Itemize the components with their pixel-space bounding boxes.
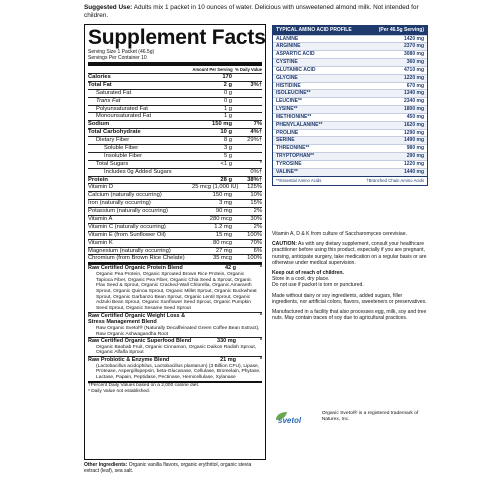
nutrient-dv: 0%† <box>250 168 262 175</box>
nutrient-name: Soluble Fiber <box>104 145 139 152</box>
nutrient-row <box>88 231 262 239</box>
amino-value: 2370 mg <box>403 43 424 50</box>
nutrient-amount: 150 mg <box>212 192 232 199</box>
nutrient-row <box>88 191 262 199</box>
keep-out-text: Keep out of reach of children. <box>272 270 344 277</box>
other-ingredients-label: Other Ingredients: <box>84 462 128 468</box>
amino-name: GLUTAMIC ACID <box>276 66 316 73</box>
caution-label: CAUTION: <box>272 241 297 248</box>
amino-name: ALANINE <box>276 35 299 42</box>
nutrient-amount: 1 g <box>223 105 232 112</box>
nutrient-name: Calories <box>88 74 111 80</box>
nutrient-row <box>88 152 262 160</box>
amino-row <box>273 35 427 43</box>
blend-ingredients: Raw Organic Svetol® (Naturally Decaffeinated Green Coffee Bean Extract), Raw Organic Ashwagandha Root <box>96 325 260 337</box>
blend-header <box>88 312 262 326</box>
caution-text: As with any dietary supplement, consult your healthcare practitioner before using this product, especially if you are pregnant, nursing, anticipate surgery, take medication on a regular basis or are otherwise under medical supervision. <box>272 241 427 266</box>
nutrient-amount: 35 mcg <box>212 255 232 262</box>
nutrient-name: Iron (naturally occurring) <box>88 200 151 207</box>
serving-size: Serving Size 1 Packet (46.5g) <box>88 49 155 55</box>
amino-name: VALINE** <box>276 168 298 175</box>
blend-name: Raw Certified Organic Superfood Blend <box>88 338 192 345</box>
footnote-dv: †Percent Daily Values based on a 2,000 calorie diet. <box>88 382 200 388</box>
nutrient-amount: 80 mcg <box>212 239 232 246</box>
essential-footnote: **Essential Amino Acids <box>276 177 322 183</box>
nutrient-amount: 5 g <box>223 152 232 159</box>
nutrient-amount: 27 mg <box>215 247 232 254</box>
amino-rows <box>273 35 427 176</box>
nutrient-dv: 38%† <box>247 176 262 183</box>
nutrient-amount: <1 g <box>220 160 232 167</box>
blend-dv: * <box>259 338 262 345</box>
blend-amount <box>200 313 236 326</box>
amino-value: 450 mg <box>406 113 424 120</box>
dv-header: % Daily Value <box>235 67 262 72</box>
amino-value: 1620 mg <box>403 121 424 128</box>
amino-value: 3080 mg <box>403 51 424 58</box>
nutrient-dv: 30% <box>250 216 262 223</box>
amino-name: ARGININE <box>276 43 301 50</box>
nutrient-row <box>88 136 262 144</box>
amino-row <box>273 97 427 105</box>
amino-row <box>273 105 427 113</box>
amino-name: TYROSINE <box>276 161 302 167</box>
right-column-text <box>272 231 428 325</box>
amino-acid-profile <box>272 25 428 186</box>
nutrient-amount <box>192 169 232 176</box>
amino-value: 290 mg <box>406 153 424 160</box>
amino-value: 2340 mg <box>403 98 424 105</box>
amino-value: 1420 mg <box>403 35 424 42</box>
suggested-use <box>84 4 428 20</box>
nutrient-name: Vitamin K <box>88 239 113 246</box>
amino-name: HISTIDINE <box>276 82 301 89</box>
nutrient-dv: 15% <box>250 200 262 207</box>
nutrient-name: Potassium (naturally occurring) <box>88 208 168 215</box>
blend-header <box>88 337 262 345</box>
amino-per-serving: (Per 46.5g Serving) <box>378 27 424 33</box>
nutrient-amount: 28 g <box>220 176 232 183</box>
nutrient-amount: 0 g <box>223 89 232 96</box>
nutrient-dv <box>232 74 262 81</box>
nutrient-row <box>88 120 262 128</box>
nutrient-name: Trans Fat <box>96 97 121 104</box>
nutrient-dv: 2% <box>253 208 262 215</box>
svetol-logo <box>272 411 318 435</box>
nutrient-amount: 1 g <box>223 113 232 120</box>
amino-value: 1290 mg <box>403 129 424 136</box>
nutrient-amount: 8 g <box>223 137 232 144</box>
nutrient-rows <box>88 73 262 262</box>
amino-title: TYPICAL AMINO ACID PROFILE <box>276 27 352 33</box>
blend-dv: * <box>259 312 262 319</box>
bcaa-footnote: †Branched Chain Amino Acids <box>366 177 424 183</box>
nutrient-row <box>88 254 262 262</box>
nutrient-dv <box>232 90 262 97</box>
nutrient-row <box>88 97 262 105</box>
nutrient-name: Sodium <box>88 121 110 128</box>
nutrient-dv: 6% <box>253 247 262 254</box>
amino-value: 1440 mg <box>403 168 424 175</box>
amino-name: GLYCINE <box>276 74 298 81</box>
nutrient-amount: 3 mg <box>219 200 232 207</box>
amino-row <box>273 168 427 176</box>
servings-per-container: Servings Per Container 10 <box>88 55 147 61</box>
nutrient-amount: 3 g <box>223 145 232 152</box>
nutrient-row <box>88 81 262 89</box>
amino-row <box>273 129 427 137</box>
other-ingredients <box>84 462 266 474</box>
amino-row <box>273 160 427 168</box>
nutrient-amount: 280 mcg <box>209 216 232 223</box>
amount-header: Amount Per Serving <box>192 67 233 72</box>
nutrient-row <box>88 215 262 223</box>
nutrient-name: Polyunsaturated Fat <box>96 105 148 112</box>
made-without-text: Made without dairy or soy ingredients, added sugars, filler ingredients, nor artificial colors, flavors, sweeteners or preservatives. <box>272 292 427 305</box>
nutrient-amount: 150 mg <box>212 121 232 128</box>
nutrient-name: Chromium (from Brown Rice Chelate) <box>88 255 185 262</box>
nutrient-amount: 25 mcg (1,000 IU) <box>192 184 239 191</box>
amino-value: 1220 mg <box>403 74 424 81</box>
trademark-text: Organic Svetol® is a registered trademark of Naturex, Inc. <box>321 411 419 422</box>
amino-row <box>273 144 427 152</box>
amino-row <box>273 66 427 74</box>
nutrient-row <box>88 89 262 97</box>
nutrient-dv: 70% <box>250 239 262 246</box>
amino-row <box>273 113 427 121</box>
nutrient-amount: 15 mg <box>215 231 232 238</box>
nutrient-dv: 29%† <box>247 137 262 144</box>
nutrient-row <box>88 128 262 136</box>
amino-header <box>273 26 427 35</box>
amino-value: 360 mg <box>406 59 424 66</box>
amino-row <box>273 121 427 129</box>
amino-row <box>273 58 427 66</box>
amino-row <box>273 152 427 160</box>
nutrient-row <box>88 207 262 215</box>
nutrient-dv <box>232 113 262 120</box>
nutrient-name: Vitamin A <box>88 216 113 223</box>
heavy-divider <box>88 62 262 66</box>
nutrient-dv <box>232 153 262 160</box>
blend-list <box>88 264 262 380</box>
nutrient-row <box>88 168 262 176</box>
keep-out-notice <box>272 270 428 289</box>
blend-amount: 21 mg <box>220 357 236 364</box>
nutrient-name: Calcium (naturally occurring) <box>88 192 162 199</box>
nutrient-dv: 100% <box>247 255 262 262</box>
nutrient-name: Total Sugars <box>96 160 129 167</box>
nutrient-row <box>88 176 262 184</box>
blend-ingredients: (Lactobacillus acidophilus, Lactobacillus plantarum) (3 Billion CFU), Lipase, Protease, Aspergillopepsin, beta-Glucanase, Cellulase, Bromelain, Phytase, Lactase, Papain, Peptidase, Pectinase, Hemicellulase, Xylanase <box>96 363 261 381</box>
other-ingredients-text: Organic vanilla flavors, organic erythritol, organic stevia extract (leaf), sea salt. <box>84 462 252 474</box>
amino-value: 980 mg <box>406 145 424 152</box>
facility-text: Manufactured in a facility that also processes egg, milk, soy and tree nuts. May contain traces of soy due to agricultural practices. <box>272 309 427 322</box>
blend-header <box>88 356 262 364</box>
footnote-not-established: * Daily Value not established. <box>88 388 151 394</box>
amino-value: 1800 mg <box>403 106 424 113</box>
amino-name: LYSINE** <box>276 106 298 113</box>
amino-value: 1490 mg <box>403 137 424 144</box>
svetol-trademark <box>272 411 428 435</box>
facts-title: Supplement Facts <box>88 26 266 49</box>
nutrient-row <box>88 223 262 231</box>
storage-text: Store in a cool, dry place. Do not use if packet is torn or punctured. <box>272 276 364 289</box>
amino-row <box>273 42 427 50</box>
svetol-logo-text: svetol <box>278 416 302 425</box>
amino-name: PHENYLALANINE** <box>276 121 323 128</box>
amino-row <box>273 74 427 82</box>
amino-name: ISOLEUCINE** <box>276 90 311 97</box>
nutrient-name: Saturated Fat <box>96 89 132 96</box>
amino-name: LEUCINE** <box>276 98 302 105</box>
nutrient-dv: 2% <box>253 223 262 230</box>
nutrient-name: Vitamin C (naturally occurring) <box>88 223 166 230</box>
nutrient-name: Monounsaturated Fat <box>96 113 152 120</box>
nutrient-dv: 3%† <box>250 81 262 88</box>
blend-dv: * <box>259 357 262 364</box>
amino-row <box>273 89 427 97</box>
amino-name: THREONINE** <box>276 145 310 152</box>
nutrient-name: Vitamin D <box>88 184 114 191</box>
amino-row <box>273 50 427 58</box>
amino-name: CYSTINE <box>276 59 298 66</box>
nutrient-amount: 1.2 mg <box>214 223 232 230</box>
nutrient-row <box>88 239 262 247</box>
caution-paragraph <box>272 241 428 266</box>
nutrient-amount: 170 <box>222 74 232 80</box>
amino-name: PROLINE <box>276 129 299 136</box>
nutrient-amount: 90 mg <box>215 208 232 215</box>
nutrient-dv: 125% <box>247 184 262 191</box>
nutrient-dv <box>232 145 262 152</box>
nutrient-name: Includes 0g Added Sugars <box>104 168 172 175</box>
nutrient-row <box>88 160 262 168</box>
nutrient-name: Protein <box>88 176 108 183</box>
blend-ingredients: Organic Pea Protein, Organic Sprouted Brown Rice Protein, Organic Tapioca Fiber, Organic Pea Fiber, Organic Chia Seed & Sprout, Organic Flax Seed & Sprout, Organic Cracked-Wall Chlorella, Organic Amaranth Sprout, Organic Quinoa Sprout, Organic Millet Sprout, Organic Buckwheat Sprout, Organic Garbanzo Bean Sprout, Organic Lentil Sprout, Organic Adzuki Bean Sprout, Organic Sunflower Seed Sprout, Organic Pumpkin Seed Sprout, Organic Sesame Seed Sprout <box>96 271 257 312</box>
amino-footnotes <box>273 176 427 185</box>
suggested-use-text: Adults mix 1 packet in 10 ounces of water. Delicious with unsweetened almond milk. Not intended for children. <box>84 4 419 19</box>
blend-name: Raw Probiotic & Enzyme Blend <box>88 357 170 364</box>
nutrient-dv: 7% <box>253 121 262 128</box>
nutrient-row <box>88 112 262 120</box>
nutrient-amount: 10 g <box>220 129 232 136</box>
amino-value: 1220 mg <box>403 161 424 167</box>
blend-name: Raw Certified Organic Weight Loss & Stress Management Blend <box>88 312 186 326</box>
amino-name: METHIONINE** <box>276 113 312 120</box>
nutrient-row <box>88 199 262 207</box>
nutrient-row <box>88 183 262 191</box>
amino-row <box>273 136 427 144</box>
nutrient-dv: * <box>259 160 262 167</box>
nutrient-name: Dietary Fiber <box>96 137 130 144</box>
blend-ingredients: Organic Baobab Fruit, Organic Cinnamon, Organic Daikon Radish Sprout, Organic Alfalfa Sprout <box>96 344 257 356</box>
nutrient-dv: 10% <box>250 192 262 199</box>
nutrient-row <box>88 105 262 113</box>
supplement-facts-panel <box>84 24 266 460</box>
nutrient-name: Total Fat <box>88 81 112 88</box>
amino-name: TRYPTOPHAN** <box>276 153 315 160</box>
blend-amount: 42 g <box>224 265 236 272</box>
nutrient-dv: 100% <box>247 231 262 238</box>
nutrient-amount: 2 g <box>223 81 232 88</box>
nutrient-row <box>88 247 262 255</box>
nutrient-name: Insoluble Fiber <box>104 152 143 159</box>
amino-name: SERINE <box>276 137 295 144</box>
vitamins-note: Vitamin A, D & K from culture of Saccharomyces cerevisiae. <box>272 231 407 237</box>
nutrient-name: Vitamin E (from Sunflower Oil) <box>88 231 166 238</box>
nutrient-dv <box>232 98 262 105</box>
blend-header <box>88 264 262 272</box>
amino-row <box>273 82 427 90</box>
amino-value: 4710 mg <box>403 66 424 73</box>
amino-value: 670 mg <box>406 82 424 89</box>
nutrient-row <box>88 144 262 152</box>
nutrient-dv: 4%† <box>250 129 262 136</box>
nutrient-dv <box>232 106 262 113</box>
nutrient-row <box>88 73 262 81</box>
suggested-use-label: Suggested Use: <box>84 4 133 11</box>
blend-name: Raw Certified Organic Protein Blend <box>88 265 183 272</box>
amino-value: 1340 mg <box>403 90 424 97</box>
nutrient-name: Total Carbohydrate <box>88 129 141 136</box>
blend-dv: * <box>259 265 262 272</box>
nutrient-name: Magnesium (naturally occurring) <box>88 247 171 254</box>
blend-amount: 330 mg <box>217 338 236 345</box>
amino-name: ASPARTIC ACID <box>276 51 315 58</box>
nutrient-amount: 0 g <box>223 97 232 104</box>
